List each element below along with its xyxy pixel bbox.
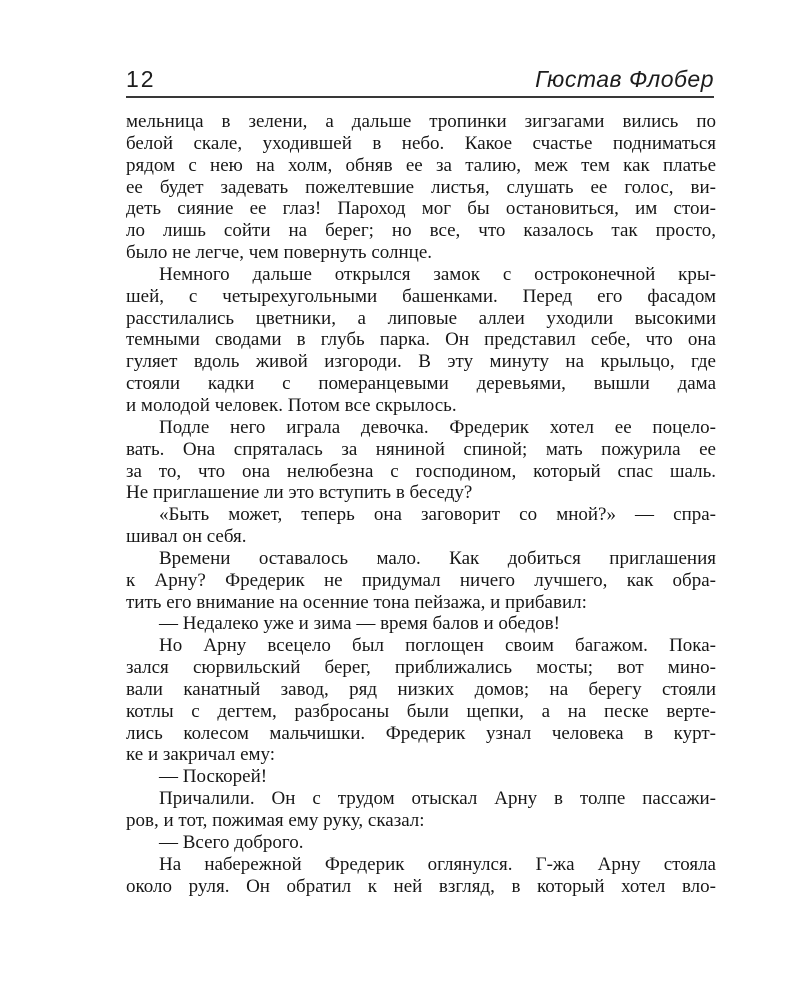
text-line: расстилались цветники, а липовые аллеи уходили высокими [126, 307, 716, 329]
paragraph [126, 788, 716, 832]
paragraph [126, 832, 716, 854]
text-line: гуляет вдоль живой изгороди. В эту минуту на крыльцо, где [126, 351, 716, 373]
text-line: белой скале, уходившей в небо. Какое счастье подниматься [126, 132, 716, 154]
paragraph [126, 504, 716, 548]
text-line: ров, и тот, пожимая ему руку, сказал: [126, 810, 425, 831]
text-line: Причалили. Он с трудом отыскал Арну в толпе пассажи- [159, 788, 716, 810]
text-line: лись колесом мальчишки. Фредерик узнал человека в курт- [126, 722, 716, 744]
paragraph [126, 548, 716, 614]
text-line: «Быть может, теперь она заговорит со мной?» — спра- [159, 504, 716, 526]
text-line: тить его внимание на осенние тона пейзажа, и прибавил: [126, 591, 587, 613]
text-line: На набережной Фредерик оглянулся. Г-жа Арну стояла [159, 853, 716, 875]
paragraph [126, 854, 716, 898]
text-line: вать. Она спряталась за няниной спиной; мать пожурила ее [126, 438, 716, 460]
text-line: мельница в зелени, а дальше тропинки зигзагами вились по [126, 111, 716, 132]
text-line: — Всего доброго. [159, 831, 304, 853]
paragraph [126, 766, 716, 788]
paragraph [126, 635, 716, 766]
paragraph [126, 613, 716, 635]
text-line: шей, с четырехугольными башенками. Перед его фасадом [126, 285, 716, 307]
text-line: вали канатный завод, ряд низких домов; на берегу стояли [126, 678, 716, 700]
text-line: — Недалеко уже и зима — время балов и обедов! [159, 613, 560, 635]
text-line: и молодой человек. Потом все скрылось. [126, 394, 457, 416]
text-line: Но Арну всецело был поглощен своим багажом. Пока- [159, 635, 716, 657]
page-number: 12 [126, 66, 156, 92]
header-rule [126, 96, 714, 98]
text-line: было не легче, чем повернуть солнце. [126, 242, 433, 264]
text-line: около руля. Он обратил к ней взгляд, в который хотел вло- [126, 875, 716, 897]
text-line: к Арну? Фредерик не придумал ничего лучшего, как обра- [126, 569, 716, 591]
running-title: Гюстав Флобер [535, 66, 714, 92]
text-line: ке и закричал ему: [126, 744, 276, 766]
paragraph [126, 111, 716, 264]
text-line: Времени оставалось мало. Как добиться приглашения [159, 547, 716, 569]
text-line: зался сюрвильский берег, приближались мосты; вот мино- [126, 657, 716, 679]
paragraph [126, 264, 716, 417]
page-header [126, 66, 714, 93]
page-body [126, 111, 716, 897]
text-line: котлы с дегтем, разбросаны были щепки, а на песке верте- [126, 700, 716, 722]
text-line: Не приглашение ли это вступить в беседу? [126, 482, 473, 504]
text-line: ее будет задевать пожелтевшие листья, слушать ее голос, ви- [126, 176, 716, 198]
text-line: темными сводами в глубь парка. Он представил себе, что она [126, 329, 716, 351]
paragraph [126, 417, 716, 504]
text-line: шивал он себя. [126, 526, 247, 548]
text-line: Немного дальше открылся замок с остроконечной кры- [159, 263, 716, 285]
text-line: ло лишь сойти на берег; но все, что казалось так просто, [126, 220, 716, 242]
text-line: стояли кадки с померанцевыми деревьями, вышли дама [126, 373, 716, 395]
text-line: — Поскорей! [159, 766, 268, 788]
text-line: за то, что она нелюбезна с господином, который спас шаль. [126, 460, 716, 482]
text-line: деть сияние ее глаз! Пароход мог бы остановиться, им стои- [126, 198, 716, 220]
text-line: Подле него играла девочка. Фредерик хотел ее поцело- [159, 416, 716, 438]
text-line: рядом с нею на холм, обняв ее за талию, меж тем как платье [126, 154, 716, 176]
